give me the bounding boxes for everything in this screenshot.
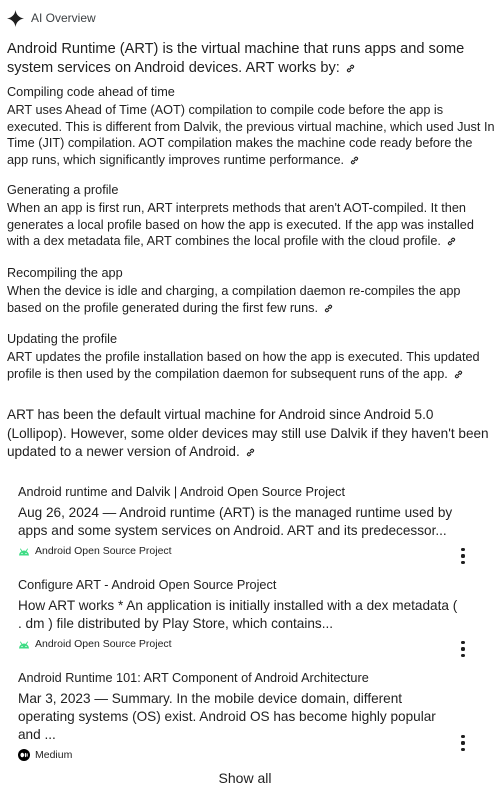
android-icon	[18, 640, 30, 649]
section-updating	[7, 331, 495, 382]
section-body-text: ART updates the profile installation based on how the app is executed. This updated profile is then used by the compilation daemon for subsequent runs of the app.	[7, 350, 480, 381]
source-site-name: Android Open Source Project	[35, 545, 172, 557]
link-icon[interactable]	[350, 156, 359, 165]
section-body	[7, 349, 495, 382]
source-site-name: Medium	[35, 749, 73, 761]
source-snippet: Aug 26, 2024 — Android runtime (ART) is the managed runtime used by apps and some system services on Android. ART and its predecessor...	[18, 505, 453, 538]
link-icon[interactable]	[324, 304, 333, 313]
source-site	[18, 638, 488, 650]
source-card[interactable]	[18, 670, 488, 761]
source-snippet: Mar 3, 2023 — Summary. In the mobile device domain, different operating systems (OS) exist. Android OS has become highly popular and ...	[18, 691, 436, 742]
show-all-button[interactable]: Show all	[218, 770, 272, 786]
overview-closing	[7, 406, 495, 462]
more-options-icon[interactable]	[458, 548, 468, 564]
section-body	[7, 200, 495, 250]
source-title[interactable]: Android runtime and Dalvik | Android Open Source Project	[18, 485, 345, 499]
source-title[interactable]: Configure ART - Android Open Source Project	[18, 578, 277, 592]
source-site	[18, 749, 488, 761]
section-heading: Recompiling the app	[7, 266, 123, 280]
section-heading: Compiling code ahead of time	[7, 85, 175, 99]
overview-intro-text: Android Runtime (ART) is the virtual machine that runs apps and some system services on Android devices. ART works by:	[7, 41, 465, 76]
link-icon[interactable]	[447, 237, 456, 246]
section-body-text: When an app is first run, ART interprets methods that aren't AOT-compiled. It then generates a local profile based on how the app is executed. If the app was installed with a dex metadata file, ART combines the local profile with the cloud profile.	[7, 201, 474, 248]
sparkle-icon	[7, 10, 24, 27]
source-site	[18, 545, 488, 557]
section-body-text: When the device is idle and charging, a compilation daemon re-compiles the app based on the profile generated during the first few runs.	[7, 284, 461, 315]
link-icon[interactable]	[346, 64, 355, 73]
section-profile	[7, 182, 495, 250]
source-title[interactable]: Android Runtime 101: ART Component of Android Architecture	[18, 671, 369, 685]
section-body	[7, 102, 495, 168]
source-card[interactable]	[18, 484, 488, 557]
overview-intro	[7, 40, 495, 78]
more-options-icon[interactable]	[458, 735, 468, 751]
link-icon[interactable]	[454, 370, 463, 379]
overview-closing-text: ART has been the default virtual machine for Android since Android 5.0 (Lollipop). However, some older devices may still use Dalvik if they haven't been updated to a newer version of Android.	[7, 407, 489, 459]
source-site-name: Android Open Source Project	[35, 638, 172, 650]
section-recompiling	[7, 265, 495, 316]
ai-overview-title: AI Overview	[31, 11, 96, 25]
section-body-text: ART uses Ahead of Time (AOT) compilation to compile code before the app is executed. This is different from Dalvik, the previous virtual machine, which used Just In Time (JIT) compilation. AOT compilation makes the machine code ready before the app runs, which significantly improves runtime performance.	[7, 103, 495, 167]
section-body	[7, 283, 495, 316]
more-options-icon[interactable]	[458, 641, 468, 657]
android-icon	[18, 547, 30, 556]
section-heading: Generating a profile	[7, 183, 119, 197]
link-icon[interactable]	[246, 448, 255, 457]
section-heading: Updating the profile	[7, 332, 118, 346]
medium-icon	[18, 749, 30, 761]
section-compiling	[7, 84, 495, 168]
source-snippet: How ART works * An application is initially installed with a dex metadata ( . dm ) file distributed by Play Store, which contains...	[18, 598, 458, 631]
ai-overview-header	[7, 8, 96, 28]
source-card[interactable]	[18, 577, 488, 650]
